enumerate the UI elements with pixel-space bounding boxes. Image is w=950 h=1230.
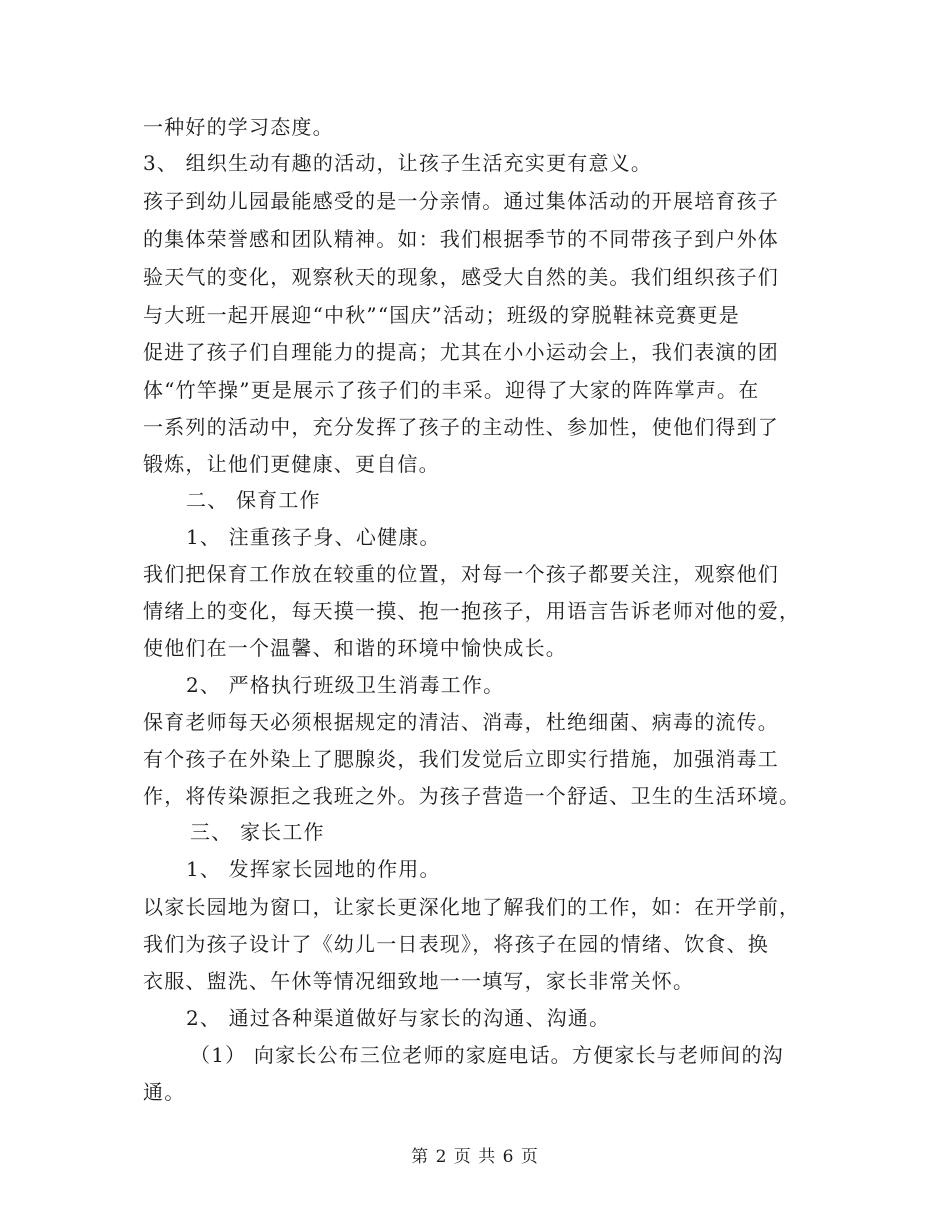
text-line: 保育老师每天必须根据规定的清洁、消毒，杜绝细菌、病毒的流传。 bbox=[143, 710, 779, 734]
text-line: 通。 bbox=[143, 1080, 186, 1104]
subsection-heading: 2、 严格执行班级卫生消毒工作。 bbox=[186, 673, 505, 697]
text-line: 锻炼，让他们更健康、更自信。 bbox=[143, 452, 440, 476]
text-line: 作，将传染源拒之我班之外。为孩子营造一个舒适、卫生的生活环境。 bbox=[143, 784, 801, 808]
text-line: 有个孩子在外染上了腮腺炎，我们发觉后立即实行措施，加强消毒工 bbox=[143, 747, 779, 771]
text-line: 体“竹竿操”更是展示了孩子们的丰采。迎得了大家的阵阵掌声。在 bbox=[143, 378, 760, 402]
text-line: 衣服、盥洗、午休等情况细致地一一填写，家长非常关怀。 bbox=[143, 969, 695, 993]
text-line: 孩子到幼儿园最能感受的是一分亲情。通过集体活动的开展培育孩子 bbox=[143, 189, 779, 213]
subsection-heading: 1、 注重孩子身、心健康。 bbox=[186, 525, 441, 549]
text-line: 验天气的变化，观察秋天的现象，感受大自然的美。我们组织孩子们 bbox=[143, 265, 779, 289]
text-line: 情绪上的变化，每天摸一摸、抱一抱孩子，用语言告诉老师对他的爱， bbox=[143, 599, 801, 623]
subsection-heading: 1、 发挥家长园地的作用。 bbox=[186, 857, 441, 881]
page-number: 第 2 页 共 6 页 bbox=[411, 1147, 539, 1167]
text-line: 我们为孩子设计了《幼儿一日表现》，将孩子在园的情绪、饮食、换 bbox=[143, 932, 769, 956]
text-line: 促进了孩子们自理能力的提高；尤其在小小运动会上，我们表演的团 bbox=[143, 340, 779, 364]
text-line: 以家长园地为窗口，让家长更深化地了解我们的工作，如：在开学前， bbox=[143, 895, 801, 919]
text-line: 一种好的学习态度。 bbox=[143, 115, 334, 139]
section-heading: 三、 家长工作 bbox=[190, 820, 325, 844]
list-item: （1） 向家长公布三位老师的家庭电话。方便家长与老师间的沟 bbox=[190, 1043, 784, 1067]
section-heading: 二、 保育工作 bbox=[186, 488, 321, 512]
text-line: 3、 组织生动有趣的活动，让孩子生活充实更有意义。 bbox=[143, 151, 653, 175]
text-line: 使他们在一个温馨、和谐的环境中愉快成长。 bbox=[143, 636, 567, 660]
text-line: 的集体荣誉感和团队精神。如：我们根据季节的不同带孩子到户外体 bbox=[143, 227, 779, 251]
text-line: 我们把保育工作放在较重的位置，对每一个孩子都要关注，观察他们 bbox=[143, 562, 779, 586]
text-line: 一系列的活动中，充分发挥了孩子的主动性、参加性，使他们得到了 bbox=[143, 415, 779, 439]
subsection-heading: 2、 通过各种渠道做好与家长的沟通、沟通。 bbox=[186, 1006, 611, 1030]
text-line: 与大班一起开展迎“中秋”“国庆”活动；班级的穿脱鞋袜竞赛更是 bbox=[143, 303, 740, 327]
